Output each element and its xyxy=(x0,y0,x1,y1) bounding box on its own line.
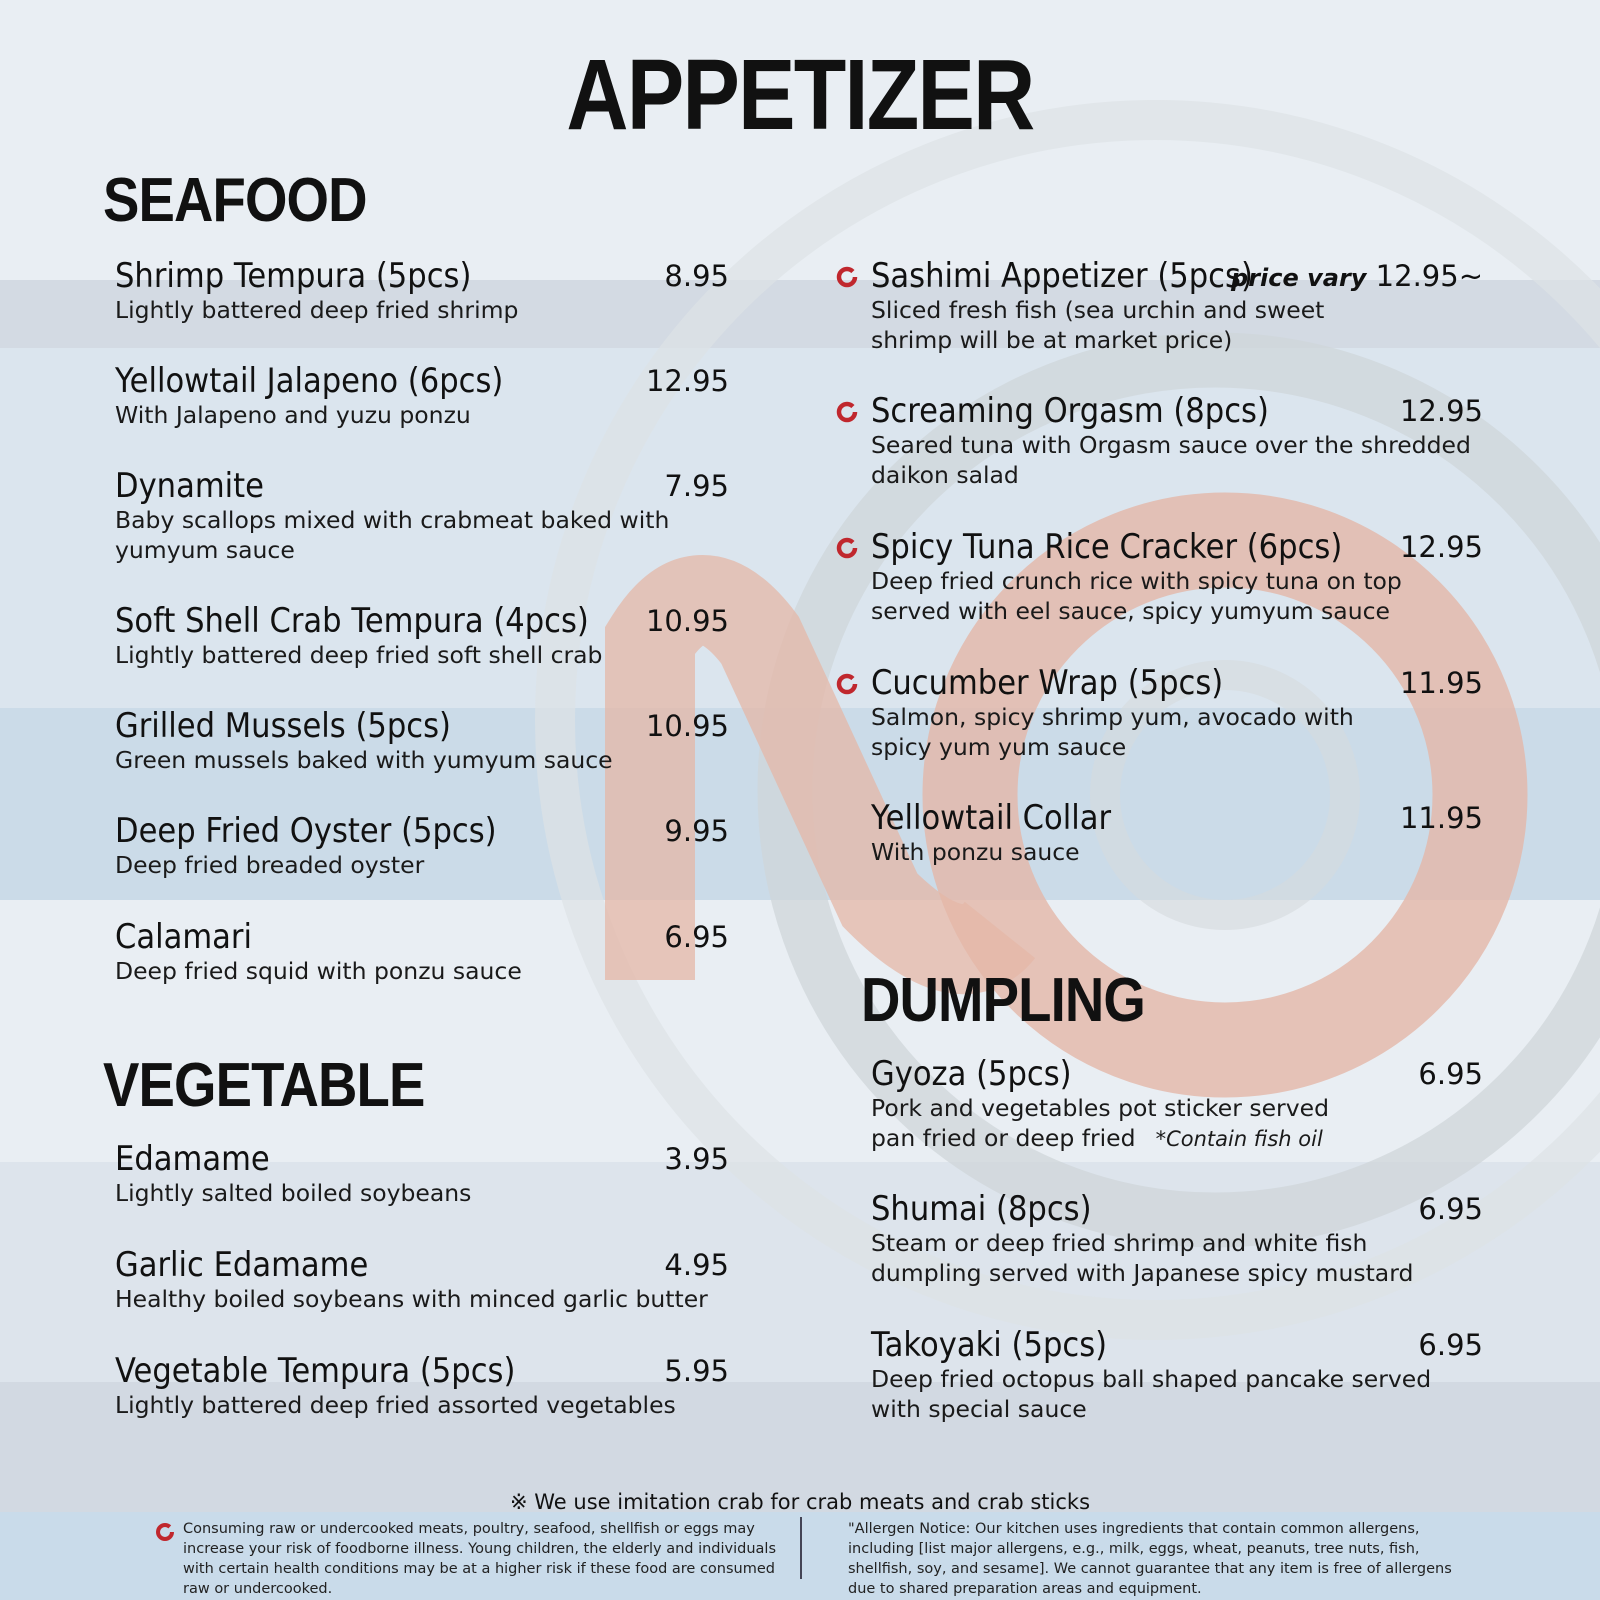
menu-item xyxy=(115,602,729,670)
raw-food-warning: Consuming raw or undercooked meats, poultry, seafood, shellfish or eggs may increase your risk of foodborne illness. Young children, the elderly and individuals with certain health conditions may be at a higher risk if these food are consumed raw or undercooked. xyxy=(183,1521,777,1597)
item-name: Yellowtail Collar xyxy=(871,798,1112,838)
menu-item xyxy=(115,362,729,430)
item-price: 4.95 xyxy=(664,1248,729,1282)
seafood-heading: SEAFOOD xyxy=(103,166,367,235)
item-price: 11.95 xyxy=(1399,666,1483,700)
item-price: 12.95 xyxy=(1399,394,1483,428)
red-ring-icon xyxy=(836,537,858,559)
menu-item xyxy=(871,664,1483,762)
item-desc: Lightly battered deep fried shrimp xyxy=(115,296,519,324)
item-desc-line2 xyxy=(871,1123,1483,1154)
item-price: 11.95 xyxy=(1399,801,1483,835)
item-name: Cucumber Wrap (5pcs) xyxy=(871,663,1224,703)
price-value: 12.95~ xyxy=(1375,259,1483,293)
item-name: Takoyaki (5pcs) xyxy=(871,1325,1108,1365)
item-price: 10.95 xyxy=(645,709,729,743)
red-ring-icon xyxy=(155,1521,175,1543)
red-ring-icon xyxy=(836,673,858,695)
item-name: Garlic Edamame xyxy=(115,1245,369,1285)
item-price: 12.95 xyxy=(1399,530,1483,564)
item-desc: Deep fried octopus ball shaped pancake served with special sauce xyxy=(871,1365,1432,1423)
item-price: 3.95 xyxy=(664,1142,729,1176)
item-desc: Lightly battered deep fried assorted vegetables xyxy=(115,1391,676,1419)
menu-item xyxy=(115,918,729,986)
menu-item xyxy=(871,392,1483,490)
item-name: Deep Fried Oyster (5pcs) xyxy=(115,811,497,851)
item-name: Gyoza (5pcs) xyxy=(871,1054,1072,1094)
item-name: Grilled Mussels (5pcs) xyxy=(115,706,451,746)
item-name: Yellowtail Jalapeno (6pcs) xyxy=(115,361,504,401)
item-desc: Green mussels baked with yumyum sauce xyxy=(115,746,613,774)
item-price: 6.95 xyxy=(1418,1328,1483,1362)
menu-item xyxy=(115,1246,729,1314)
item-desc: Salmon, spicy shrimp yum, avocado with spicy yum yum sauce xyxy=(871,703,1354,761)
vegetable-heading: VEGETABLE xyxy=(103,1051,425,1120)
menu-item xyxy=(115,1352,729,1420)
item-price: 5.95 xyxy=(664,1354,729,1388)
item-price: 6.95 xyxy=(1418,1192,1483,1226)
menu-item xyxy=(871,799,1483,867)
fish-oil-note: *Contain fish oil xyxy=(1155,1127,1323,1151)
item-price: 6.95 xyxy=(1418,1057,1483,1091)
item-desc: Seared tuna with Orgasm sauce over the shredded daikon salad xyxy=(871,431,1471,489)
item-desc: Deep fried squid with ponzu sauce xyxy=(115,957,522,985)
menu-item xyxy=(871,1055,1483,1154)
item-price: 12.95 xyxy=(645,364,729,398)
item-price: 10.95 xyxy=(645,604,729,638)
item-name: Spicy Tuna Rice Cracker (6pcs) xyxy=(871,527,1343,567)
dumpling-heading: DUMPLING xyxy=(861,966,1145,1035)
menu-item xyxy=(871,528,1483,626)
menu-item xyxy=(115,812,729,880)
allergen-notice: "Allergen Notice: Our kitchen uses ingredients that contain common allergens, including [list major allergens, e.g., milk, eggs, wheat, peanuts, tree nuts, fish, shellfish, soy, and sesame]. We cannot guarantee that any item is free of allergens due to shared preparation areas and equipment. xyxy=(848,1521,1452,1597)
item-price: 8.95 xyxy=(664,259,729,293)
item-name: Vegetable Tempura (5pcs) xyxy=(115,1351,516,1391)
item-price: 6.95 xyxy=(664,920,729,954)
menu-item xyxy=(871,257,1483,355)
item-desc: With Jalapeno and yuzu ponzu xyxy=(115,401,471,429)
item-desc: Sliced fresh fish (sea urchin and sweet shrimp will be at market price) xyxy=(871,296,1325,354)
item-name: Screaming Orgasm (8pcs) xyxy=(871,391,1269,431)
item-desc: Deep fried breaded oyster xyxy=(115,851,425,879)
item-name: Shumai (8pcs) xyxy=(871,1189,1092,1229)
menu-item xyxy=(115,707,729,775)
item-price: 7.95 xyxy=(664,469,729,503)
footer-divider xyxy=(800,1517,802,1579)
item-desc: Healthy boiled soybeans with minced garlic butter xyxy=(115,1285,708,1313)
menu-item xyxy=(871,1190,1483,1288)
item-desc-text: pan fried or deep fried xyxy=(871,1124,1136,1152)
imitation-crab-note: ※ We use imitation crab for crab meats and crab sticks xyxy=(509,1490,1091,1514)
price-vary-note: price vary xyxy=(1231,264,1367,292)
menu-item xyxy=(115,1140,729,1208)
item-name: Calamari xyxy=(115,917,253,957)
menu-item xyxy=(115,467,729,565)
menu-item xyxy=(115,257,729,325)
item-name: Soft Shell Crab Tempura (4pcs) xyxy=(115,601,589,641)
item-desc: Lightly salted boiled soybeans xyxy=(115,1179,472,1207)
item-price xyxy=(1231,257,1483,297)
item-desc: Lightly battered deep fried soft shell crab xyxy=(115,641,603,669)
item-desc: Pork and vegetables pot sticker served xyxy=(871,1094,1329,1122)
red-ring-icon xyxy=(836,401,858,423)
red-ring-icon xyxy=(836,266,858,288)
page-title: APPETIZER xyxy=(566,39,1034,151)
item-price: 9.95 xyxy=(664,814,729,848)
item-name: Dynamite xyxy=(115,466,264,506)
item-name: Sashimi Appetizer (5pcs) xyxy=(871,256,1253,296)
item-desc: With ponzu sauce xyxy=(871,838,1080,866)
item-desc: Baby scallops mixed with crabmeat baked with yumyum sauce xyxy=(115,506,670,564)
item-desc: Steam or deep fried shrimp and white fish dumpling served with Japanese spicy mustard xyxy=(871,1229,1414,1287)
item-name: Shrimp Tempura (5pcs) xyxy=(115,256,472,296)
menu-item xyxy=(871,1326,1483,1424)
item-desc: Deep fried crunch rice with spicy tuna on top served with eel sauce, spicy yumyum sauce xyxy=(871,567,1402,625)
item-name: Edamame xyxy=(115,1139,270,1179)
